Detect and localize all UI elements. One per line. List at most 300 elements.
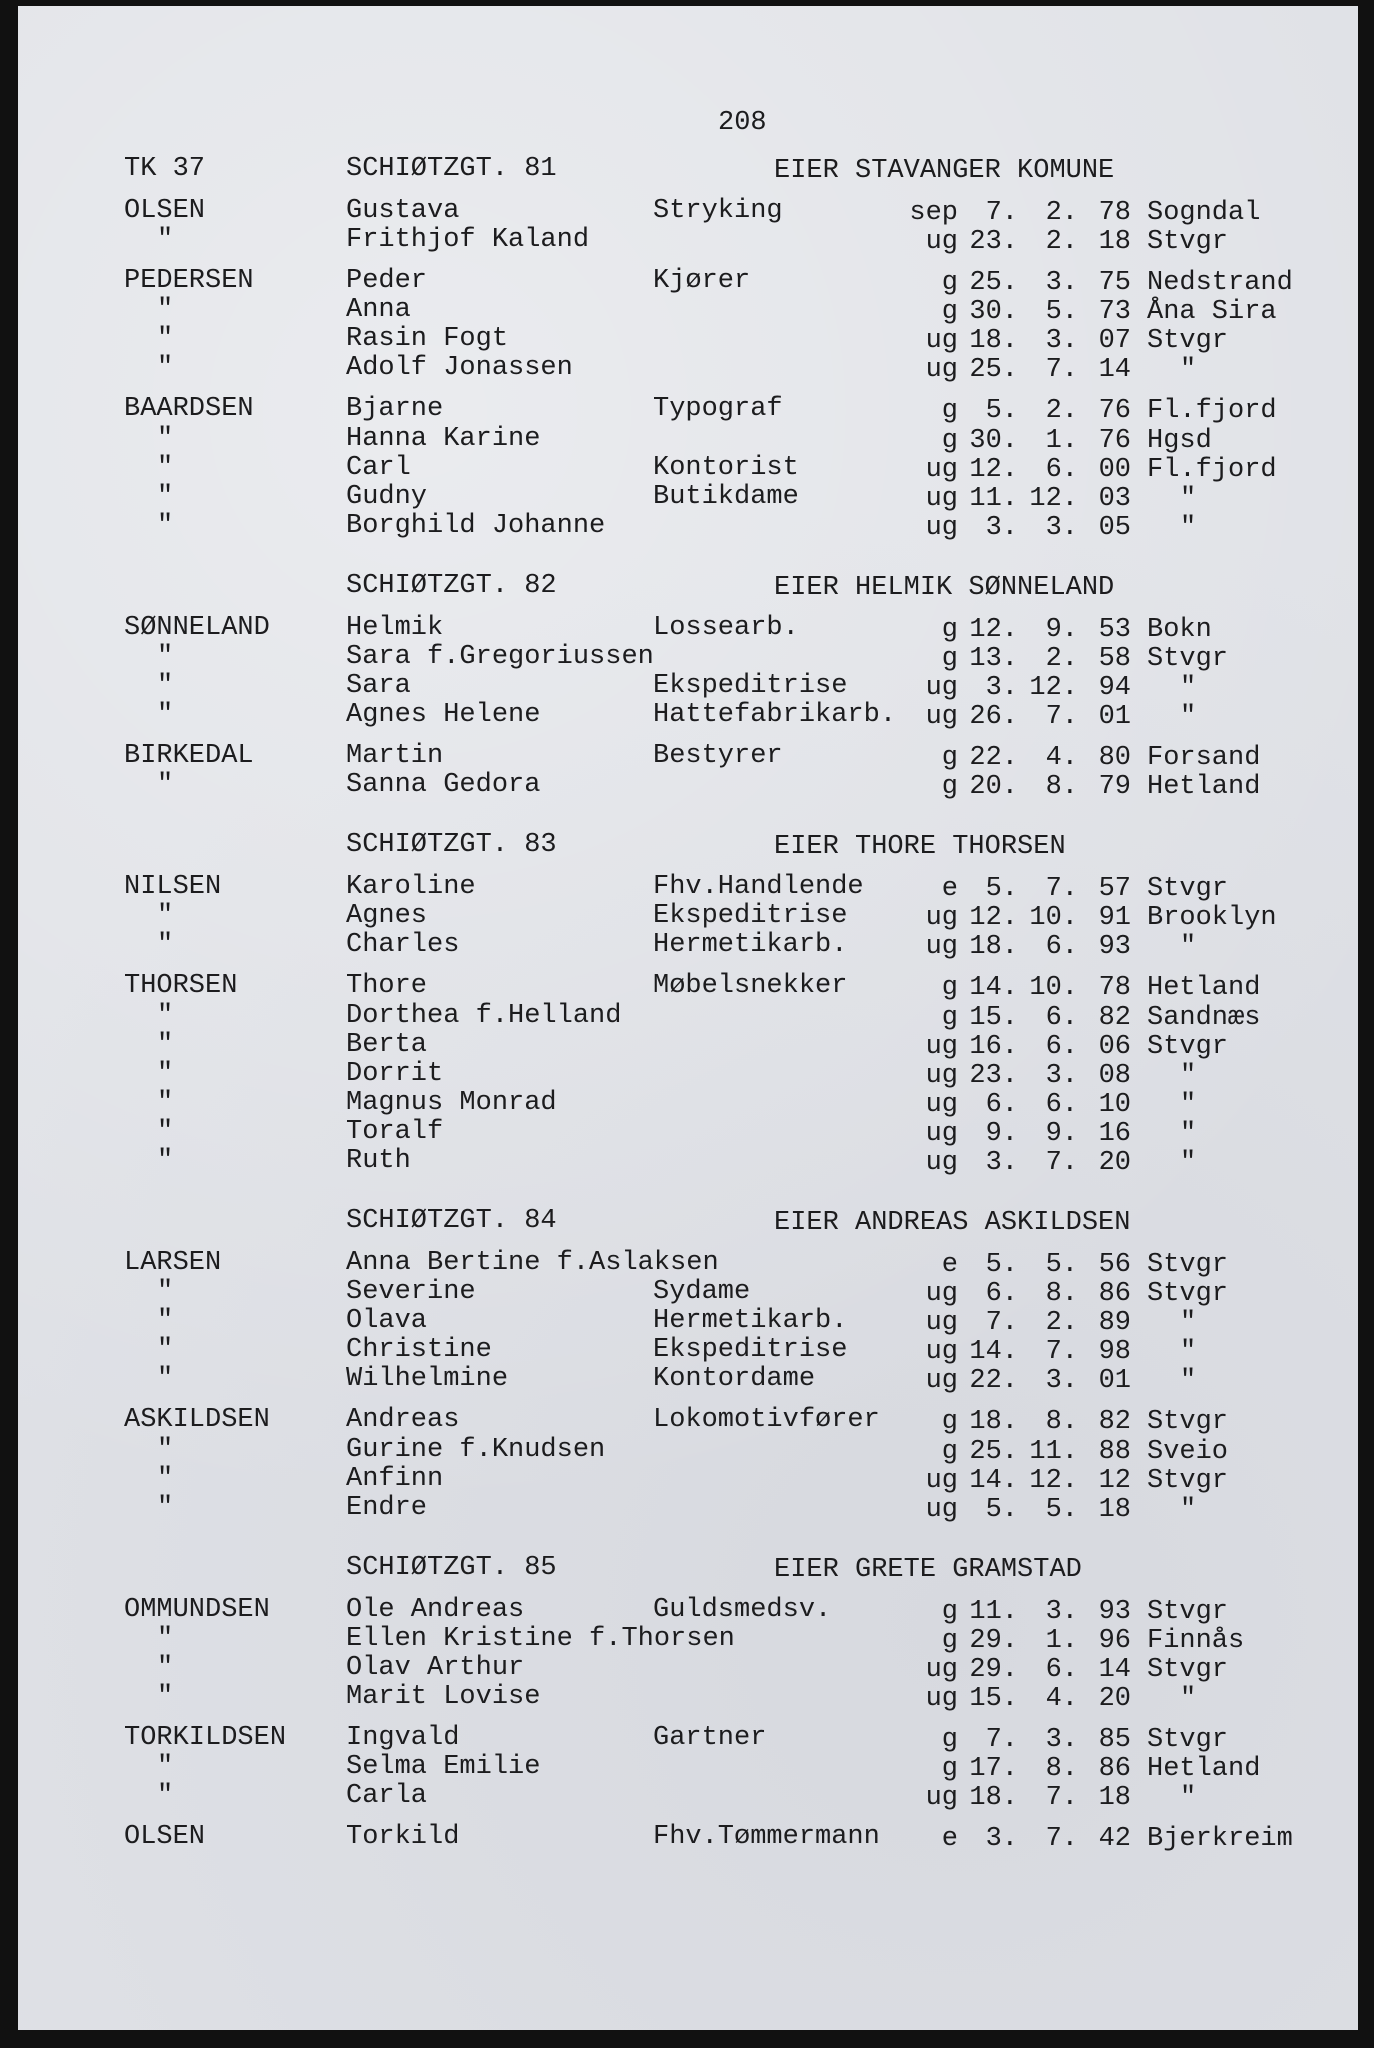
birth-month: 9. (1045, 1118, 1078, 1149)
birthplace: " (1180, 673, 1197, 703)
birthplace: Sandnæs (1147, 1002, 1261, 1033)
first-name: Selma Emilie (346, 1752, 541, 1783)
marital-status: g (941, 1754, 958, 1785)
birth-day: 12. (969, 454, 1018, 485)
surname: " (157, 510, 174, 541)
birth-year: 73 (1098, 297, 1131, 328)
marital-status: ug (925, 1089, 958, 1120)
marital-status: ug (925, 1654, 958, 1685)
first-name: Gustava (346, 196, 460, 226)
birth-year: 20 (1098, 1684, 1131, 1714)
birth-month: 6. (1045, 1002, 1078, 1033)
surname: " (157, 1116, 174, 1147)
marital-status: ug (925, 1118, 958, 1149)
birthplace: Hetland (1147, 1754, 1261, 1785)
birthplace: " (1180, 702, 1197, 733)
birthplace: Stvgr (1147, 874, 1229, 905)
birthplace: " (1180, 1118, 1197, 1149)
birth-month: 9. (1045, 614, 1078, 645)
birthplace: " (1180, 483, 1197, 514)
first-name: Marit Lovise (346, 1682, 541, 1712)
birth-month: 12. (1029, 483, 1078, 514)
first-name: Charles (346, 930, 460, 961)
marital-status: ug (925, 326, 958, 357)
birth-year: 14 (1098, 355, 1131, 386)
surname: " (157, 1000, 174, 1031)
occupation: Hattefabrikarb. (653, 700, 897, 731)
surname: " (157, 930, 174, 961)
birth-month: 8. (1045, 1407, 1078, 1438)
occupation: Fhv.Tømmermann (653, 1822, 880, 1853)
first-name: Sanna Gedora (346, 770, 541, 801)
first-name: Wilhelmine (346, 1364, 509, 1395)
first-name: Thore (346, 971, 428, 1002)
birth-month: 5. (1045, 297, 1078, 328)
birth-day: 3. (985, 1148, 1018, 1178)
birth-year: 75 (1098, 268, 1131, 299)
birth-month: 3. (1045, 512, 1078, 543)
surname: " (157, 1752, 174, 1783)
birth-year: 01 (1098, 1366, 1131, 1397)
marital-status: ug (925, 1494, 958, 1525)
birthplace: Hgsd (1147, 425, 1212, 456)
first-name: Toralf (346, 1116, 444, 1147)
birth-day: 7. (985, 198, 1018, 228)
birthplace: Bjerkreim (1147, 1824, 1293, 1855)
marital-status: ug (925, 1337, 958, 1368)
birthplace: Bokn (1147, 614, 1212, 645)
marital-status: e (941, 874, 958, 905)
birth-month: 4. (1045, 743, 1078, 774)
birth-year: 94 (1098, 673, 1131, 703)
birth-year: 93 (1098, 932, 1131, 963)
first-name: Anfinn (346, 1463, 444, 1494)
occupation: Guldsmedsv. (653, 1594, 832, 1625)
marital-status: g (941, 1436, 958, 1467)
birth-year: 78 (1098, 973, 1131, 1004)
surname: " (157, 901, 174, 932)
occupation: Ekspeditrise (653, 671, 848, 701)
birthplace: Stvgr (1147, 1031, 1229, 1062)
birth-year: 57 (1098, 874, 1131, 905)
birthplace: Finnås (1147, 1625, 1245, 1656)
birth-month: 2. (1045, 1308, 1078, 1339)
surname: LARSEN (124, 1248, 222, 1278)
surname: " (157, 324, 174, 355)
birth-year: 76 (1098, 425, 1131, 456)
birth-year: 82 (1098, 1002, 1131, 1033)
surname: " (157, 481, 174, 512)
occupation: Kontordame (653, 1364, 816, 1395)
marital-status: g (941, 1725, 958, 1755)
birthplace: Sogndal (1147, 198, 1261, 228)
marital-status: g (941, 743, 958, 774)
birth-day: 29. (969, 1654, 1018, 1685)
birth-day: 23. (969, 1060, 1018, 1091)
page-number: 208 (718, 108, 767, 138)
birth-year: 08 (1098, 1060, 1131, 1091)
birth-day: 22. (969, 1366, 1018, 1397)
birth-day: 30. (969, 425, 1018, 456)
marital-status: ug (925, 227, 958, 258)
first-name: Adolf Jonassen (346, 353, 573, 384)
birth-day: 12. (969, 903, 1018, 934)
marital-status: g (941, 614, 958, 645)
occupation: Fhv.Handlende (653, 872, 864, 903)
marital-status: e (941, 1824, 958, 1855)
marital-status: ug (925, 1060, 958, 1091)
surname: PEDERSEN (124, 266, 254, 297)
birthplace: Stvgr (1147, 1725, 1229, 1755)
birthplace: Stvgr (1147, 326, 1229, 357)
birth-month: 7. (1045, 874, 1078, 905)
first-name: Ingvald (346, 1723, 460, 1753)
birth-day: 22. (969, 743, 1018, 774)
birthplace: Stvgr (1147, 1279, 1229, 1310)
first-name: Peder (346, 266, 428, 297)
marital-status: ug (925, 1366, 958, 1397)
first-name: Dorrit (346, 1058, 444, 1089)
birthplace: Stvgr (1147, 1465, 1229, 1496)
occupation: Møbelsnekker (653, 971, 848, 1002)
birthplace: " (1180, 932, 1197, 963)
first-name: Anna Bertine f.Aslaksen (346, 1248, 719, 1278)
birth-month: 7. (1045, 1783, 1078, 1814)
marital-status: ug (925, 454, 958, 485)
birth-day: 25. (969, 355, 1018, 386)
birth-month: 3. (1045, 1725, 1078, 1755)
first-name: Sara f.Gregoriussen (346, 641, 654, 672)
birthplace: Brooklyn (1147, 903, 1277, 934)
birth-month: 10. (1029, 973, 1078, 1004)
birth-year: 12 (1098, 1465, 1131, 1496)
surname: THORSEN (124, 971, 238, 1002)
birth-month: 5. (1045, 1250, 1078, 1280)
street-address: SCHIØTZGT. 81 (346, 154, 557, 184)
birthplace: " (1180, 1684, 1197, 1714)
surname: " (157, 770, 174, 801)
marital-status: ug (925, 355, 958, 386)
birth-year: 96 (1098, 1625, 1131, 1656)
marital-status: ug (925, 1308, 958, 1339)
marital-status: g (941, 425, 958, 456)
occupation: Sydame (653, 1277, 751, 1308)
birthplace: " (1180, 1783, 1197, 1814)
surname: " (157, 1146, 174, 1176)
marital-status: ug (925, 1148, 958, 1178)
surname: OMMUNDSEN (124, 1594, 270, 1625)
surname: " (157, 1277, 174, 1308)
birthplace: Fl.fjord (1147, 396, 1277, 427)
property-owner: EIER GRETE GRAMSTAD (774, 1554, 1082, 1585)
birthplace: Stvgr (1147, 1654, 1229, 1685)
marital-status: g (941, 268, 958, 299)
occupation: Gartner (653, 1723, 767, 1753)
tk-number: TK 37 (124, 154, 206, 184)
property-owner: EIER THORE THORSEN (774, 832, 1066, 863)
first-name: Martin (346, 741, 444, 772)
birth-day: 7. (985, 1308, 1018, 1339)
occupation: Kjører (653, 266, 751, 297)
birthplace: Fl.fjord (1147, 454, 1277, 485)
occupation: Butikdame (653, 481, 799, 512)
birth-day: 26. (969, 702, 1018, 733)
first-name: Hanna Karine (346, 423, 541, 454)
birth-month: 6. (1045, 454, 1078, 485)
birth-day: 18. (969, 1407, 1018, 1438)
birthplace: Hetland (1147, 772, 1261, 803)
birth-year: 20 (1098, 1148, 1131, 1178)
first-name: Agnes (346, 901, 428, 932)
marital-status: g (941, 1625, 958, 1656)
birth-day: 13. (969, 643, 1018, 674)
birth-day: 25. (969, 268, 1018, 299)
first-name: Magnus Monrad (346, 1087, 557, 1118)
birth-year: 85 (1098, 1725, 1131, 1755)
first-name: Torkild (346, 1822, 460, 1853)
birth-month: 4. (1045, 1684, 1078, 1714)
occupation: Lossearb. (653, 612, 799, 643)
surname: " (157, 1623, 174, 1654)
street-address: SCHIØTZGT. 82 (346, 570, 557, 601)
surname: " (157, 225, 174, 256)
birth-year: 01 (1098, 702, 1131, 733)
birth-day: 18. (969, 326, 1018, 357)
first-name: Sara (346, 671, 411, 701)
occupation: Ekspeditrise (653, 901, 848, 932)
surname: SØNNELAND (124, 612, 270, 643)
birth-month: 12. (1029, 1465, 1078, 1496)
first-name: Gudny (346, 481, 428, 512)
birth-year: 07 (1098, 326, 1131, 357)
marital-status: ug (925, 1279, 958, 1310)
surname: OLSEN (124, 196, 206, 226)
birth-month: 1. (1045, 1625, 1078, 1656)
birth-day: 17. (969, 1754, 1018, 1785)
birth-year: 76 (1098, 396, 1131, 427)
birth-day: 5. (985, 874, 1018, 905)
birth-day: 14. (969, 1337, 1018, 1368)
birth-month: 3. (1045, 268, 1078, 299)
birth-month: 6. (1045, 1031, 1078, 1062)
marital-status: g (941, 973, 958, 1004)
birth-year: 56 (1098, 1250, 1131, 1280)
birthplace: " (1180, 1089, 1197, 1120)
birth-day: 25. (969, 1436, 1018, 1467)
surname: " (157, 1492, 174, 1523)
marital-status: g (941, 643, 958, 674)
birth-year: 86 (1098, 1279, 1131, 1310)
marital-status: ug (925, 1465, 958, 1496)
birth-year: 03 (1098, 483, 1131, 514)
birth-day: 15. (969, 1002, 1018, 1033)
first-name: Olav Arthur (346, 1652, 525, 1683)
marital-status: ug (925, 673, 958, 703)
surname: " (157, 1335, 174, 1366)
birthplace: " (1180, 1337, 1197, 1368)
birth-month: 8. (1045, 1279, 1078, 1310)
occupation: Lokomotivfører (653, 1405, 880, 1436)
birth-day: 11. (969, 483, 1018, 514)
birthplace: Stvgr (1147, 1250, 1229, 1280)
birth-year: 00 (1098, 454, 1131, 485)
birth-year: 16 (1098, 1118, 1131, 1149)
occupation: Stryking (653, 196, 783, 226)
marital-status: ug (925, 1031, 958, 1062)
surname: " (157, 1652, 174, 1683)
birth-year: 10 (1098, 1089, 1131, 1120)
street-address: SCHIØTZGT. 84 (346, 1206, 557, 1236)
street-address: SCHIØTZGT. 83 (346, 830, 557, 861)
birth-year: 18 (1098, 227, 1131, 258)
birth-month: 3. (1045, 1596, 1078, 1627)
birth-month: 3. (1045, 1060, 1078, 1091)
birth-year: 14 (1098, 1654, 1131, 1685)
occupation: Hermetikarb. (653, 930, 848, 961)
birth-day: 18. (969, 932, 1018, 963)
surname: OLSEN (124, 1822, 206, 1853)
birth-year: 78 (1098, 198, 1131, 228)
birth-month: 5. (1045, 1494, 1078, 1525)
birth-day: 9. (985, 1118, 1018, 1149)
birth-month: 11. (1029, 1436, 1078, 1467)
first-name: Gurine f.Knudsen (346, 1434, 606, 1465)
birth-day: 5. (985, 396, 1018, 427)
first-name: Andreas (346, 1405, 460, 1436)
street-address: SCHIØTZGT. 85 (346, 1552, 557, 1583)
surname: NILSEN (124, 872, 222, 903)
first-name: Borghild Johanne (346, 510, 606, 541)
surname: " (157, 1029, 174, 1060)
birth-month: 6. (1045, 1654, 1078, 1685)
surname: " (157, 1463, 174, 1494)
document-page (18, 6, 1358, 2030)
occupation: Kontorist (653, 452, 799, 483)
property-owner: EIER ANDREAS ASKILDSEN (774, 1208, 1131, 1238)
birth-day: 30. (969, 297, 1018, 328)
first-name: Christine (346, 1335, 492, 1366)
birth-day: 3. (985, 673, 1018, 703)
surname: " (157, 295, 174, 326)
birth-month: 7. (1045, 702, 1078, 733)
birth-year: 91 (1098, 903, 1131, 934)
first-name: Frithjof Kaland (346, 225, 590, 256)
birth-day: 3. (985, 1824, 1018, 1855)
marital-status: g (941, 772, 958, 803)
birth-month: 7. (1045, 1148, 1078, 1178)
surname: " (157, 423, 174, 454)
marital-status: ug (925, 483, 958, 514)
surname: " (157, 1682, 174, 1712)
birth-day: 7. (985, 1725, 1018, 1755)
birthplace: Stvgr (1147, 1596, 1229, 1627)
marital-status: g (941, 297, 958, 328)
birth-month: 2. (1045, 227, 1078, 258)
birth-day: 6. (985, 1279, 1018, 1310)
surname: " (157, 1434, 174, 1465)
birthplace: Stvgr (1147, 643, 1229, 674)
first-name: Rasin Fogt (346, 324, 509, 355)
birth-year: 18 (1098, 1494, 1131, 1525)
birth-month: 7. (1045, 1337, 1078, 1368)
property-owner: EIER STAVANGER KOMUNE (774, 156, 1115, 186)
birth-month: 3. (1045, 1366, 1078, 1397)
birth-year: 42 (1098, 1824, 1131, 1855)
birth-month: 7. (1045, 355, 1078, 386)
birthplace: Stvgr (1147, 1407, 1229, 1438)
birth-year: 93 (1098, 1596, 1131, 1627)
birth-month: 3. (1045, 326, 1078, 357)
surname: " (157, 1364, 174, 1395)
birthplace: Stvgr (1147, 227, 1229, 258)
birth-month: 2. (1045, 198, 1078, 228)
property-owner: EIER HELMIK SØNNELAND (774, 572, 1115, 603)
birth-day: 5. (985, 1250, 1018, 1280)
birth-day: 14. (969, 1465, 1018, 1496)
marital-status: ug (925, 1684, 958, 1714)
surname: " (157, 700, 174, 731)
birth-month: 10. (1029, 903, 1078, 934)
birthplace: " (1180, 355, 1197, 386)
first-name: Anna (346, 295, 411, 326)
birth-day: 29. (969, 1625, 1018, 1656)
first-name: Severine (346, 1277, 476, 1308)
surname: " (157, 1058, 174, 1089)
marital-status: sep (909, 198, 958, 228)
birth-month: 8. (1045, 772, 1078, 803)
occupation: Hermetikarb. (653, 1306, 848, 1337)
birthplace: " (1180, 512, 1197, 543)
birthplace: " (1180, 1060, 1197, 1091)
marital-status: ug (925, 903, 958, 934)
birthplace: " (1180, 1148, 1197, 1178)
birth-year: 80 (1098, 743, 1131, 774)
birth-day: 11. (969, 1596, 1018, 1627)
surname: " (157, 353, 174, 384)
first-name: Ole Andreas (346, 1594, 525, 1625)
birth-year: 89 (1098, 1308, 1131, 1339)
birth-year: 82 (1098, 1407, 1131, 1438)
marital-status: g (941, 1002, 958, 1033)
birth-month: 2. (1045, 396, 1078, 427)
birth-day: 15. (969, 1684, 1018, 1714)
first-name: Dorthea f.Helland (346, 1000, 622, 1031)
first-name: Ellen Kristine f.Thorsen (346, 1623, 735, 1654)
marital-status: g (941, 1596, 958, 1627)
birth-month: 1. (1045, 425, 1078, 456)
birth-year: 18 (1098, 1783, 1131, 1814)
marital-status: ug (925, 1783, 958, 1814)
birthplace: Sveio (1147, 1436, 1229, 1467)
marital-status: e (941, 1250, 958, 1280)
surname: " (157, 641, 174, 672)
marital-status: ug (925, 512, 958, 543)
first-name: Endre (346, 1492, 428, 1523)
birth-day: 3. (985, 512, 1018, 543)
birth-day: 14. (969, 973, 1018, 1004)
first-name: Ruth (346, 1146, 411, 1176)
occupation: Ekspeditrise (653, 1335, 848, 1366)
birth-year: 79 (1098, 772, 1131, 803)
first-name: Carla (346, 1781, 428, 1812)
marital-status: g (941, 1407, 958, 1438)
birth-year: 06 (1098, 1031, 1131, 1062)
birthplace: " (1180, 1308, 1197, 1339)
birth-month: 7. (1045, 1824, 1078, 1855)
birth-day: 23. (969, 227, 1018, 258)
surname: TORKILDSEN (124, 1723, 287, 1753)
birth-day: 20. (969, 772, 1018, 803)
